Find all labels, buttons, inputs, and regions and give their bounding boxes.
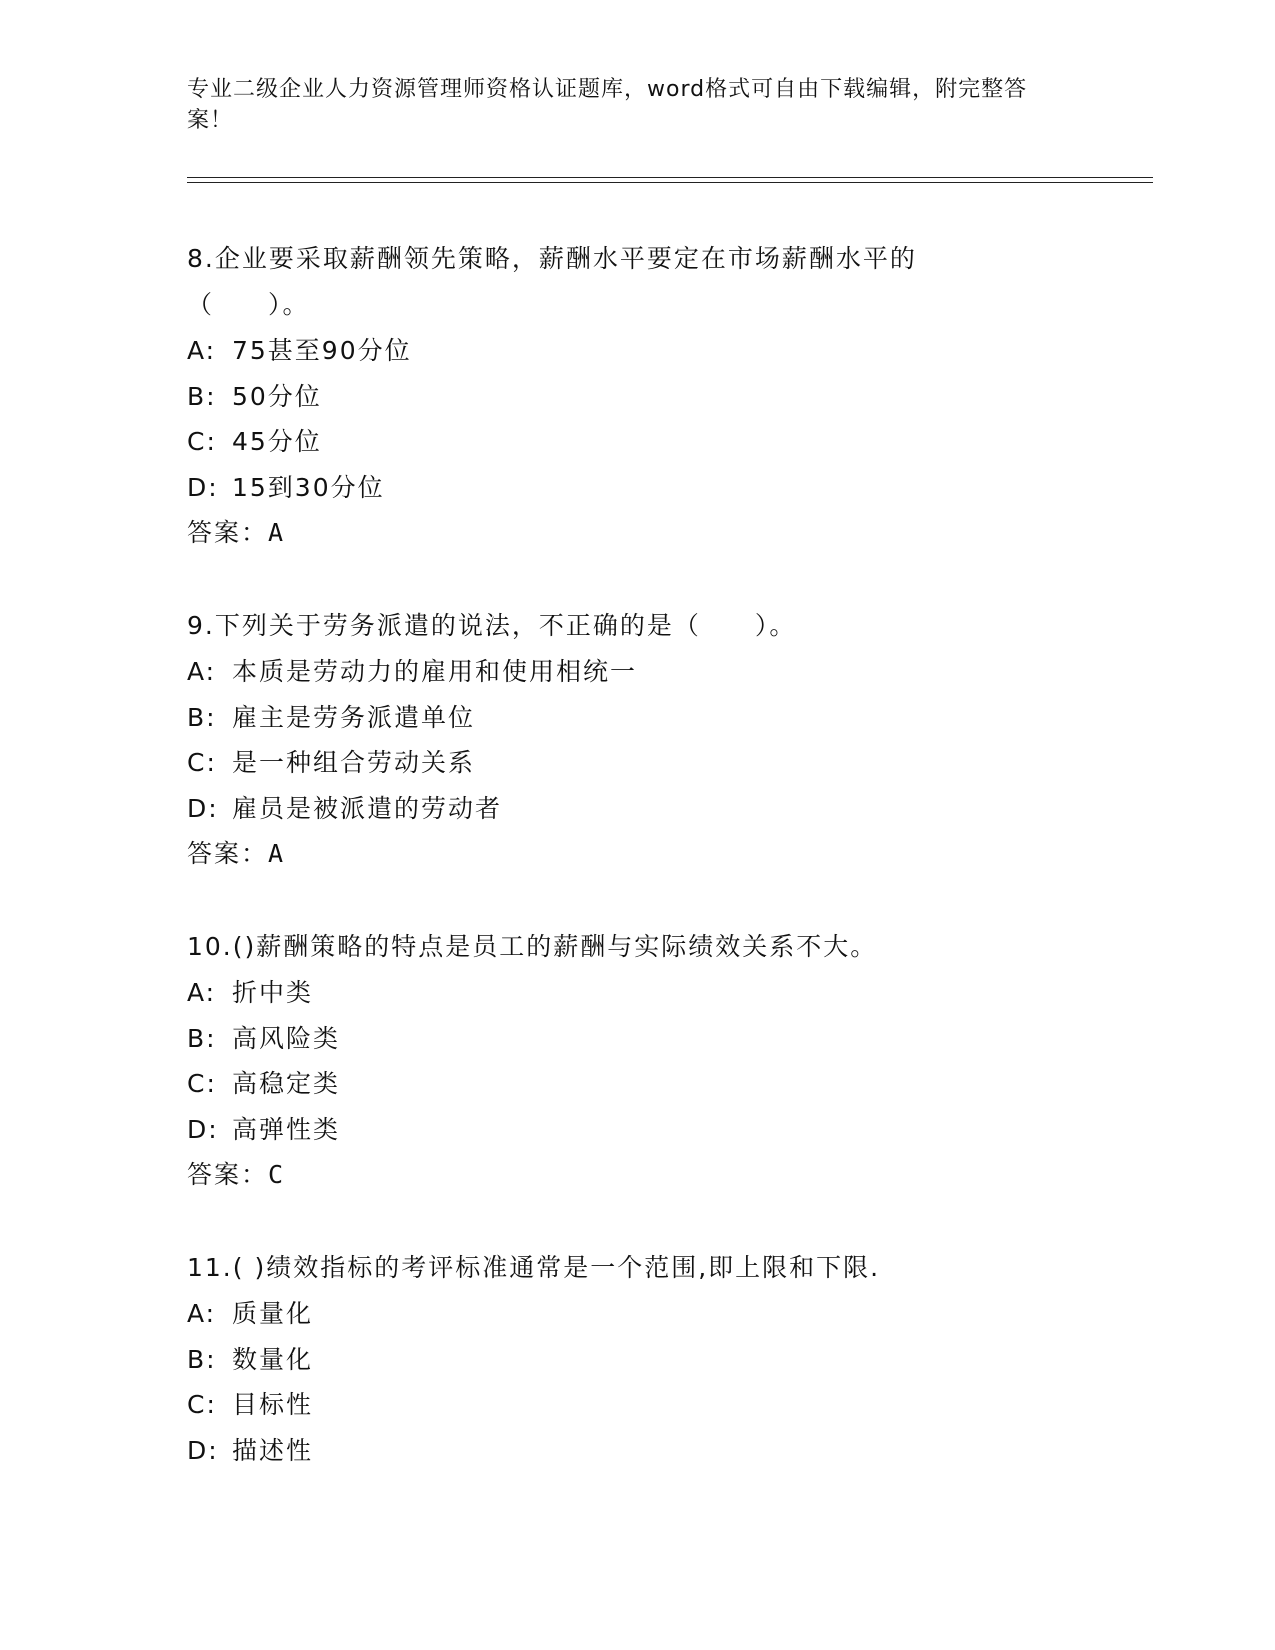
option-letter: A: bbox=[187, 1299, 217, 1328]
question-stem: 8.企业要采取薪酬领先策略，薪酬水平要定在市场薪酬水平的（ ）。 bbox=[187, 244, 917, 319]
question-list bbox=[187, 236, 1147, 1520]
option-text: 质量化 bbox=[232, 1299, 314, 1328]
option-text: 高风险类 bbox=[232, 1023, 341, 1053]
option-d bbox=[187, 1107, 1147, 1153]
option-text: 目标性 bbox=[232, 1390, 314, 1419]
option-text: 75甚至90分位 bbox=[232, 336, 412, 365]
option-a bbox=[187, 1291, 1147, 1337]
option-text: 描述性 bbox=[232, 1435, 314, 1465]
option-text: 50分位 bbox=[232, 381, 322, 411]
option-d bbox=[187, 465, 1147, 511]
option-letter: B: bbox=[187, 1023, 217, 1053]
option-text: 雇主是劳务派遣单位 bbox=[232, 702, 476, 732]
option-letter: B: bbox=[187, 1344, 217, 1374]
option-letter: A: bbox=[187, 657, 217, 686]
option-text: 45分位 bbox=[232, 427, 322, 456]
option-letter: A: bbox=[187, 978, 217, 1007]
question-11 bbox=[187, 1245, 1147, 1473]
option-letter: D: bbox=[187, 1435, 219, 1465]
header-text: 专业二级企业人力资源管理师资格认证题库，word格式可自由下载编辑，附完整答案！ bbox=[187, 77, 1028, 133]
option-letter: B: bbox=[187, 702, 217, 732]
answer-label: 答案： bbox=[187, 518, 269, 547]
option-c bbox=[187, 1382, 1147, 1428]
option-d bbox=[187, 1428, 1147, 1474]
option-b bbox=[187, 1016, 1147, 1062]
option-text: 数量化 bbox=[232, 1344, 314, 1374]
option-text: 高弹性类 bbox=[232, 1114, 341, 1144]
option-letter: D: bbox=[187, 472, 219, 502]
document-header bbox=[187, 74, 1067, 136]
answer-line bbox=[187, 510, 1147, 556]
answer-line bbox=[187, 1152, 1147, 1198]
option-text: 高稳定类 bbox=[232, 1069, 341, 1098]
option-letter: C: bbox=[187, 1069, 217, 1098]
question-stem: 10.()薪酬策略的特点是员工的薪酬与实际绩效关系不大。 bbox=[187, 932, 878, 961]
option-letter: C: bbox=[187, 427, 217, 456]
option-letter: D: bbox=[187, 1114, 219, 1144]
option-c bbox=[187, 740, 1147, 786]
answer-line bbox=[187, 831, 1147, 877]
option-b bbox=[187, 1337, 1147, 1383]
option-letter: B: bbox=[187, 381, 217, 411]
option-letter: C: bbox=[187, 1390, 217, 1419]
answer-label: 答案： bbox=[187, 839, 269, 868]
answer-value: C bbox=[268, 1160, 286, 1189]
answer-value: A bbox=[268, 518, 286, 547]
option-letter: A: bbox=[187, 336, 217, 365]
header-divider-top bbox=[187, 177, 1153, 178]
option-text: 15到30分位 bbox=[232, 472, 385, 502]
answer-value: A bbox=[268, 839, 286, 868]
option-c bbox=[187, 1061, 1147, 1107]
question-stem: 9.下列关于劳务派遣的说法，不正确的是（ ）。 bbox=[187, 611, 797, 640]
option-text: 本质是劳动力的雇用和使用相统一 bbox=[232, 657, 638, 686]
question-9 bbox=[187, 603, 1147, 877]
option-text: 是一种组合劳动关系 bbox=[232, 748, 476, 777]
question-8 bbox=[187, 236, 1147, 556]
option-a bbox=[187, 328, 1147, 374]
option-letter: C: bbox=[187, 748, 217, 777]
option-a bbox=[187, 649, 1147, 695]
option-text: 雇员是被派遣的劳动者 bbox=[232, 793, 503, 823]
option-d bbox=[187, 786, 1147, 832]
option-text: 折中类 bbox=[232, 978, 314, 1007]
answer-label: 答案： bbox=[187, 1160, 269, 1189]
option-b bbox=[187, 374, 1147, 420]
question-stem: 11.( )绩效指标的考评标准通常是一个范围,即上限和下限. bbox=[187, 1253, 881, 1282]
option-a bbox=[187, 970, 1147, 1016]
option-letter: D: bbox=[187, 793, 219, 823]
question-10 bbox=[187, 924, 1147, 1198]
option-b bbox=[187, 695, 1147, 741]
header-divider-bottom bbox=[187, 182, 1153, 183]
option-c bbox=[187, 419, 1147, 465]
